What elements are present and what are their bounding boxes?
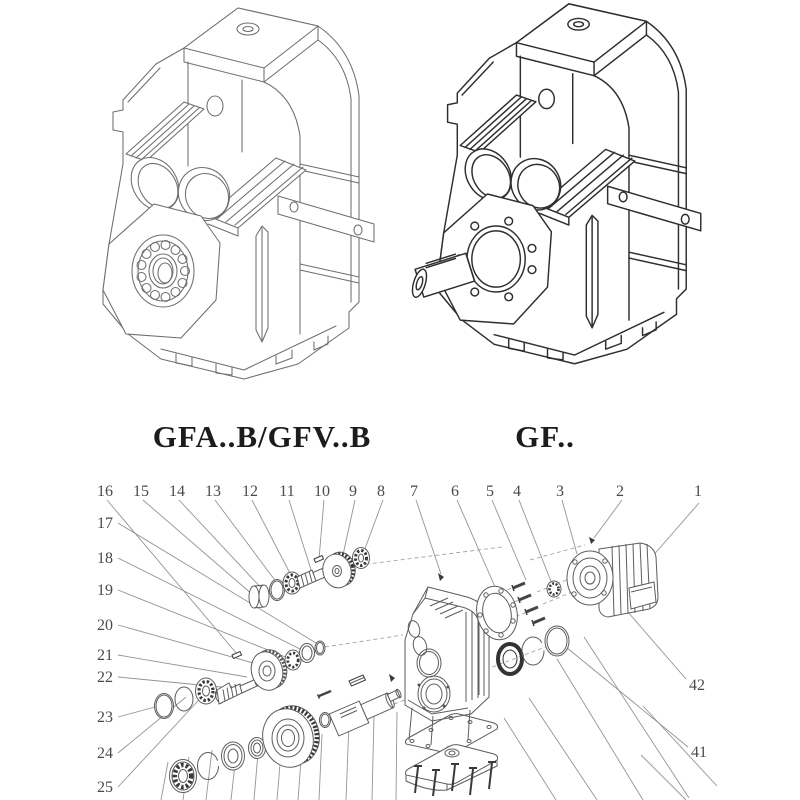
callout-2: 2 bbox=[616, 483, 624, 500]
callout-18: 18 bbox=[97, 550, 113, 567]
callout-21: 21 bbox=[97, 647, 113, 664]
leader-lines-right bbox=[566, 596, 688, 747]
left-gearbox-drawing bbox=[103, 8, 374, 379]
retaining-ring bbox=[522, 637, 544, 665]
callout-numbers bbox=[97, 483, 707, 796]
o-ring bbox=[545, 626, 569, 656]
callout-7: 7 bbox=[410, 483, 418, 500]
right-model-label: GF.. bbox=[515, 419, 575, 454]
callout-3: 3 bbox=[556, 483, 564, 500]
bottom-cover bbox=[406, 745, 498, 791]
intermediate-gear-key bbox=[232, 652, 242, 659]
callout-12: 12 bbox=[242, 483, 258, 500]
callout-11: 11 bbox=[279, 483, 295, 500]
callout-6: 6 bbox=[451, 483, 459, 500]
callout-22: 22 bbox=[97, 669, 113, 686]
callout-16: 16 bbox=[97, 483, 113, 500]
callout-13: 13 bbox=[205, 483, 221, 500]
callout-1: 1 bbox=[694, 483, 702, 500]
left-model-label: GFA..B/GFV..B bbox=[152, 419, 372, 454]
callout-25: 25 bbox=[97, 779, 113, 796]
input-gear-key bbox=[314, 556, 324, 563]
right-gearbox-drawing bbox=[410, 4, 701, 364]
callout-9: 9 bbox=[349, 483, 357, 500]
callout-10: 10 bbox=[314, 483, 330, 500]
exploded-parts-diagram bbox=[97, 483, 717, 800]
callout-41: 41 bbox=[691, 744, 707, 761]
motor bbox=[567, 537, 658, 617]
oil-seal bbox=[498, 644, 522, 674]
callout-15: 15 bbox=[133, 483, 149, 500]
callout-19: 19 bbox=[97, 582, 113, 599]
callout-42: 42 bbox=[689, 677, 705, 694]
callout-14: 14 bbox=[169, 483, 185, 500]
callout-17: 17 bbox=[97, 515, 113, 532]
callout-20: 20 bbox=[97, 617, 113, 634]
housing-bolt bbox=[438, 573, 444, 581]
callout-24: 24 bbox=[97, 745, 113, 762]
callout-4: 4 bbox=[513, 483, 521, 500]
input-shaft-assembly bbox=[249, 548, 444, 609]
hollow-shaft-bearing-bore bbox=[132, 235, 194, 307]
callout-8: 8 bbox=[377, 483, 385, 500]
callout-23: 23 bbox=[97, 709, 113, 726]
callout-5: 5 bbox=[486, 483, 494, 500]
